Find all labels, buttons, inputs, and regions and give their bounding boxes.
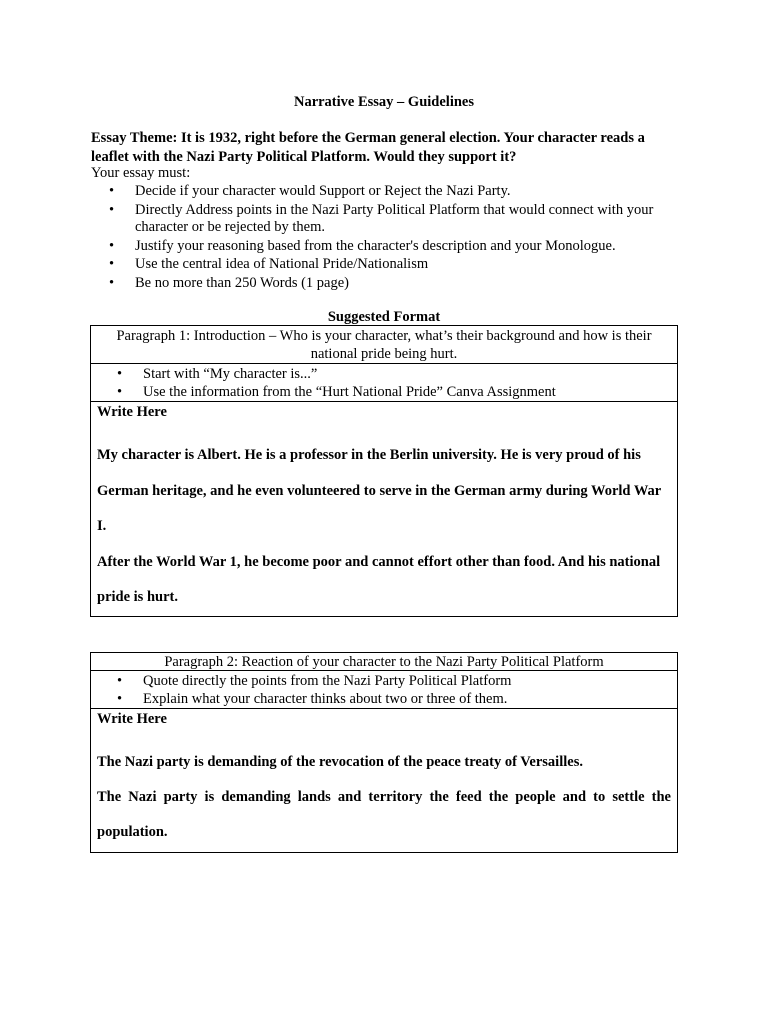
paragraph1-heading: Paragraph 1: Introduction – Who is your character, what’s their background and how is their national pride being hurt. <box>91 326 677 364</box>
paragraph2-text2: The Nazi party is demanding lands and territory the feed the people and to settle the population. <box>97 788 671 840</box>
paragraph2-table <box>90 652 678 853</box>
paragraph2-text1: The Nazi party is demanding of the revocation of the peace treaty of Versailles. <box>97 754 583 770</box>
requirements-list <box>91 183 691 293</box>
paragraph2-tips <box>91 671 677 709</box>
paragraph2-write-area[interactable] <box>91 709 677 852</box>
paragraph1-tips <box>91 364 677 402</box>
paragraph2-heading: Paragraph 2: Reaction of your character to the Nazi Party Political Platform <box>91 653 677 671</box>
paragraph1-table <box>90 325 678 617</box>
requirement-item: • Be no more than 250 Words (1 page) <box>135 275 691 293</box>
essay-theme: Essay Theme: It is 1932, right before the German general election. Your character reads a leaflet with the Nazi Party Political Platform. Would they support it? <box>91 130 645 165</box>
requirement-item: • Justify your reasoning based from the character's description and your Monologue. <box>135 238 691 256</box>
paragraph1-write-area[interactable] <box>91 402 677 616</box>
tip-item: • Explain what your character thinks about two or three of them. <box>143 690 677 708</box>
requirement-item: • Directly Address points in the Nazi Party Political Platform that would connect with your character or be rejected by them. <box>135 202 691 237</box>
paragraph1-text1: My character is Albert. He is a professor in the Berlin university. He is very proud of his German heritage, and he even volunteered to serve in the German army during World War I. <box>97 447 661 534</box>
document-title: Narrative Essay – Guidelines <box>293 94 475 110</box>
paragraph1-text2: After the World War 1, he become poor and cannot effort other than food. And his national pride is hurt. <box>97 553 661 605</box>
write-here-label: Write Here <box>97 711 167 727</box>
tip-item: • Use the information from the “Hurt National Pride” Canva Assignment <box>143 383 677 401</box>
must-label: Your essay must: <box>91 165 191 181</box>
requirement-item: • Use the central idea of National Pride/Nationalism <box>135 256 691 274</box>
tip-item: • Quote directly the points from the Nazi Party Political Platform <box>143 672 677 690</box>
requirement-item: • Decide if your character would Support or Reject the Nazi Party. <box>135 183 691 201</box>
suggested-format-heading: Suggested Format <box>327 309 441 325</box>
tip-item: • Start with “My character is...” <box>143 365 677 383</box>
write-here-label: Write Here <box>97 404 167 420</box>
